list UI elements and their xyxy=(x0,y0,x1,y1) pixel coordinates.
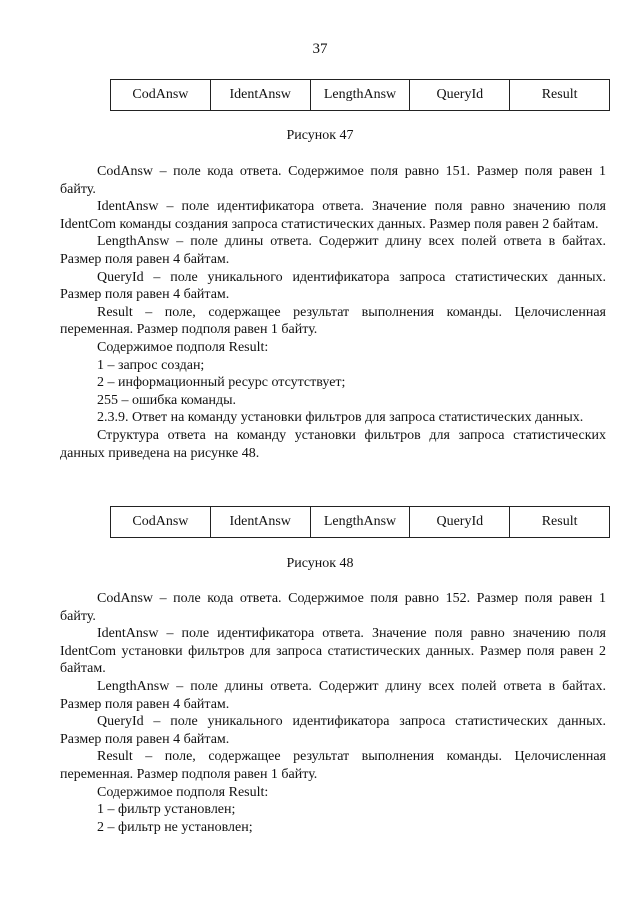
paragraph: IdentAnsw – поле идентификатора ответа. Значение поля равно значению поля IdentCom установки фильтров для запроса статистических данных. Размер поля равен 2 байтам. xyxy=(60,626,606,677)
paragraph: Содержимое подполя Result: xyxy=(97,339,269,355)
field-cell-lengthansw: LengthAnsw xyxy=(310,507,410,538)
list-item: 2 – фильтр не установлен; xyxy=(97,819,253,835)
paragraph: IdentAnsw – поле идентификатора ответа. Значение поля равно значению поля IdentCom команды создания запроса статистических данных. Размер поля равен 2 байтам. xyxy=(60,199,606,232)
figure-47-field-table xyxy=(110,79,610,111)
field-cell-queryid: QueryId xyxy=(410,507,510,538)
paragraph: QueryId – поле уникального идентификатора запроса статистических данных. Размер поля равен 4 байтам. xyxy=(60,269,606,303)
figure-47-caption: Рисунок 47 xyxy=(286,128,354,143)
field-cell-result: Result xyxy=(510,80,610,111)
section-figure-48-description xyxy=(60,590,606,836)
figure-48-field-table xyxy=(110,506,610,538)
table-row xyxy=(111,80,610,111)
paragraph: Содержимое подполя Result: xyxy=(97,784,269,800)
paragraph: CodAnsw – поле кода ответа. Содержимое поля равно 151. Размер поля равен 1 байту. xyxy=(60,164,606,197)
figure-48-caption: Рисунок 48 xyxy=(286,556,354,571)
paragraph: Result – поле, содержащее результат выполнения команды. Целочисленная переменная. Размер подполя равен 1 байту. xyxy=(60,749,606,782)
field-cell-identansw: IdentAnsw xyxy=(210,80,310,111)
paragraph: Result – поле, содержащее результат выполнения команды. Целочисленная переменная. Размер подполя равен 1 байту. xyxy=(60,304,606,338)
list-item: 2 – информационный ресурс отсутствует; xyxy=(97,375,346,391)
list-item: 255 – ошибка команды. xyxy=(97,392,237,408)
field-cell-queryid: QueryId xyxy=(410,80,510,111)
list-item: 1 – запрос создан; xyxy=(97,357,205,373)
paragraph: LengthAnsw – поле длины ответа. Содержит длину всех полей ответа в байтах. Размер поля равен 4 байтам. xyxy=(60,234,606,267)
paragraph: CodAnsw – поле кода ответа. Содержимое поля равно 152. Размер поля равен 1 байту. xyxy=(60,591,606,624)
page-number: 37 xyxy=(312,41,328,57)
paragraph: QueryId – поле уникального идентификатора запроса статистических данных. Размер поля равен 4 байтам. xyxy=(60,714,606,747)
field-cell-codansw: CodAnsw xyxy=(111,80,211,111)
paragraph: Структура ответа на команду установки фильтров для запроса статистических данных приведена на рисунке 48. xyxy=(60,427,606,461)
section-heading: 2.3.9. Ответ на команду установки фильтров для запроса статистических данных. xyxy=(97,410,584,426)
field-cell-result: Result xyxy=(510,507,610,538)
section-figure-47-description xyxy=(60,163,606,462)
paragraph: LengthAnsw – поле длины ответа. Содержит длину всех полей ответа в байтах. Размер поля равен 4 байтам. xyxy=(60,678,606,712)
table-row xyxy=(111,507,610,538)
list-item: 1 – фильтр установлен; xyxy=(97,802,236,818)
field-cell-identansw: IdentAnsw xyxy=(210,507,310,538)
field-cell-codansw: CodAnsw xyxy=(111,507,211,538)
field-cell-lengthansw: LengthAnsw xyxy=(310,80,410,111)
